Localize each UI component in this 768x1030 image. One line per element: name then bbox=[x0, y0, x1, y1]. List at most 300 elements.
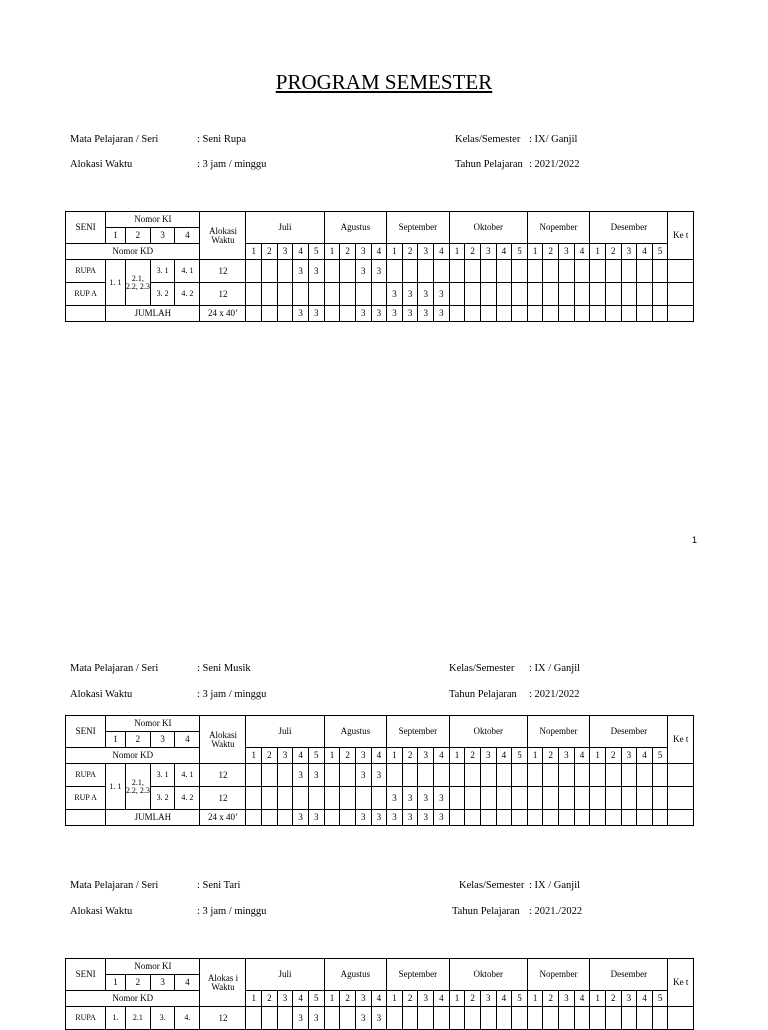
header-week: 3 bbox=[559, 748, 575, 764]
ki3-cell: 3. 1 bbox=[151, 260, 175, 283]
week-cell bbox=[340, 260, 356, 283]
ki1-cell: 1. 1 bbox=[106, 764, 126, 810]
header-month: Desember bbox=[590, 716, 668, 748]
header-month: Juli bbox=[246, 716, 324, 748]
header-week: 5 bbox=[652, 748, 668, 764]
week-cell bbox=[527, 764, 543, 787]
kelas-label: Kelas/Semester bbox=[459, 880, 525, 891]
header-week: 1 bbox=[527, 244, 543, 260]
header-week: 2 bbox=[605, 244, 621, 260]
header-week: 5 bbox=[652, 991, 668, 1007]
program-semester-table bbox=[65, 211, 694, 322]
header-month: Desember bbox=[590, 212, 668, 244]
header-row bbox=[66, 959, 694, 975]
header-week: 3 bbox=[277, 244, 293, 260]
seni-cell: RUP A bbox=[66, 283, 106, 306]
program-semester-table bbox=[65, 958, 694, 1030]
tahun-value: : 2021/2022 bbox=[529, 159, 580, 170]
week-cell bbox=[340, 306, 356, 322]
header-ki-number: 1 bbox=[106, 228, 126, 244]
week-cell: 3 bbox=[371, 810, 387, 826]
header-week: 1 bbox=[387, 748, 403, 764]
week-cell: 3 bbox=[434, 283, 450, 306]
week-cell: 3 bbox=[293, 810, 309, 826]
week-cell bbox=[637, 764, 653, 787]
week-cell bbox=[496, 306, 512, 322]
week-cell: 3 bbox=[418, 283, 434, 306]
header-week: 2 bbox=[262, 991, 278, 1007]
week-cell bbox=[652, 283, 668, 306]
header-week: 4 bbox=[496, 244, 512, 260]
week-cell bbox=[480, 1007, 496, 1030]
table-row bbox=[66, 787, 694, 810]
week-cell: 3 bbox=[371, 764, 387, 787]
week-cell bbox=[637, 306, 653, 322]
page-title: PROGRAM SEMESTER bbox=[275, 70, 493, 94]
week-cell bbox=[574, 306, 590, 322]
week-cell bbox=[262, 764, 278, 787]
header-week: 5 bbox=[308, 748, 324, 764]
header-week: 2 bbox=[402, 748, 418, 764]
week-cell bbox=[480, 787, 496, 810]
header-week: 2 bbox=[262, 748, 278, 764]
header-week: 2 bbox=[340, 748, 356, 764]
week-cell bbox=[449, 283, 465, 306]
header-week: 1 bbox=[246, 244, 262, 260]
header-row bbox=[66, 212, 694, 228]
week-cell: 3 bbox=[387, 810, 403, 826]
header-week: 1 bbox=[590, 991, 606, 1007]
week-cell bbox=[371, 283, 387, 306]
week-cell bbox=[574, 283, 590, 306]
week-cell bbox=[246, 306, 262, 322]
ket-cell bbox=[668, 1007, 694, 1030]
header-month: Oktober bbox=[449, 959, 527, 991]
header-week: 3 bbox=[418, 748, 434, 764]
header-week: 4 bbox=[293, 244, 309, 260]
week-cell: 3 bbox=[402, 306, 418, 322]
week-cell bbox=[559, 810, 575, 826]
header-seni: SENI bbox=[66, 716, 106, 748]
week-cell bbox=[355, 787, 371, 810]
table-row bbox=[66, 764, 694, 787]
week-cell bbox=[605, 306, 621, 322]
week-cell bbox=[559, 764, 575, 787]
header-week: 4 bbox=[434, 244, 450, 260]
week-cell bbox=[480, 810, 496, 826]
week-cell bbox=[543, 260, 559, 283]
header-week: 1 bbox=[387, 244, 403, 260]
header-week: 2 bbox=[465, 748, 481, 764]
week-cell: 3 bbox=[308, 764, 324, 787]
alokasi-cell: 12 bbox=[200, 764, 246, 787]
week-cell: 3 bbox=[293, 1007, 309, 1030]
header-week: 4 bbox=[496, 748, 512, 764]
total-alokasi-cell: 24 x 40’ bbox=[200, 306, 246, 322]
alokasi-label: Alokasi Waktu bbox=[70, 159, 133, 170]
header-week: 4 bbox=[434, 991, 450, 1007]
header-month: Agustus bbox=[324, 716, 387, 748]
header-week: 5 bbox=[512, 244, 528, 260]
week-cell bbox=[637, 283, 653, 306]
week-cell bbox=[465, 787, 481, 810]
week-cell: 3 bbox=[308, 810, 324, 826]
week-cell: 3 bbox=[434, 787, 450, 810]
week-cell bbox=[637, 787, 653, 810]
week-cell: 3 bbox=[308, 260, 324, 283]
week-cell bbox=[574, 787, 590, 810]
ki4-cell: 4. 1 bbox=[175, 764, 200, 787]
week-cell bbox=[324, 306, 340, 322]
week-cell bbox=[559, 787, 575, 810]
header-seni: SENI bbox=[66, 212, 106, 244]
header-week: 1 bbox=[324, 991, 340, 1007]
header-month: September bbox=[387, 716, 450, 748]
week-cell bbox=[527, 1007, 543, 1030]
header-ki-number: 2 bbox=[125, 975, 150, 991]
week-cell bbox=[277, 283, 293, 306]
week-cell bbox=[652, 260, 668, 283]
header-week: 4 bbox=[637, 748, 653, 764]
header-nomor-ki: Nomor KI bbox=[106, 716, 200, 732]
header-week: 2 bbox=[605, 748, 621, 764]
tahun-value: : 2021/2022 bbox=[529, 689, 580, 700]
week-cell: 3 bbox=[293, 306, 309, 322]
week-cell bbox=[590, 283, 606, 306]
header-week: 3 bbox=[621, 748, 637, 764]
header-row bbox=[66, 244, 694, 260]
kelas-value: : IX/ Ganjil bbox=[529, 134, 578, 145]
header-week: 1 bbox=[449, 991, 465, 1007]
header-week: 3 bbox=[480, 748, 496, 764]
header-nomor-kd: Nomor KD bbox=[66, 244, 200, 260]
alokasi-cell: 12 bbox=[200, 260, 246, 283]
header-week: 2 bbox=[543, 244, 559, 260]
week-cell: 3 bbox=[387, 283, 403, 306]
mapel-label: Mata Pelajaran / Seri bbox=[70, 880, 159, 891]
header-ki-number: 1 bbox=[106, 975, 126, 991]
week-cell bbox=[574, 1007, 590, 1030]
week-cell bbox=[527, 260, 543, 283]
week-cell bbox=[355, 283, 371, 306]
week-cell bbox=[496, 260, 512, 283]
header-ki-number: 4 bbox=[175, 732, 200, 748]
header-ki-number: 1 bbox=[106, 732, 126, 748]
week-cell bbox=[512, 764, 528, 787]
week-cell bbox=[605, 283, 621, 306]
week-cell bbox=[605, 787, 621, 810]
mapel-label: Mata Pelajaran / Seri bbox=[70, 663, 159, 674]
week-cell bbox=[387, 260, 403, 283]
week-cell bbox=[246, 260, 262, 283]
week-cell bbox=[308, 283, 324, 306]
week-cell bbox=[637, 260, 653, 283]
header-nomor-ki: Nomor KI bbox=[106, 959, 200, 975]
week-cell bbox=[324, 1007, 340, 1030]
header-ket: Ke t bbox=[668, 716, 694, 764]
header-week: 4 bbox=[371, 244, 387, 260]
header-week: 2 bbox=[402, 244, 418, 260]
tahun-value: : 2021./2022 bbox=[529, 906, 583, 917]
week-cell bbox=[246, 283, 262, 306]
ki2-cell: 2.1, 2.2, 2.3 bbox=[125, 764, 150, 810]
header-ki-number: 3 bbox=[151, 975, 175, 991]
header-week: 1 bbox=[590, 748, 606, 764]
week-cell bbox=[652, 306, 668, 322]
seni-cell: RUP A bbox=[66, 787, 106, 810]
header-week: 4 bbox=[293, 991, 309, 1007]
header-week: 4 bbox=[371, 748, 387, 764]
week-cell bbox=[465, 260, 481, 283]
header-week: 3 bbox=[621, 991, 637, 1007]
alokasi-value: : 3 jam / minggu bbox=[197, 159, 267, 170]
week-cell bbox=[293, 283, 309, 306]
ki2-cell: 2.1 bbox=[125, 1007, 150, 1030]
ki4-cell: 4. 1 bbox=[175, 260, 200, 283]
table-row bbox=[66, 260, 694, 283]
header-week: 3 bbox=[559, 244, 575, 260]
mapel-label: Mata Pelajaran / Seri bbox=[70, 134, 159, 145]
week-cell bbox=[277, 260, 293, 283]
week-cell bbox=[621, 306, 637, 322]
header-month: Desember bbox=[590, 959, 668, 991]
week-cell bbox=[293, 787, 309, 810]
week-cell: 3 bbox=[434, 810, 450, 826]
week-cell: 3 bbox=[402, 283, 418, 306]
week-cell bbox=[621, 810, 637, 826]
week-cell bbox=[590, 260, 606, 283]
week-cell bbox=[496, 810, 512, 826]
week-cell bbox=[590, 764, 606, 787]
week-cell bbox=[262, 283, 278, 306]
header-week: 5 bbox=[512, 991, 528, 1007]
week-cell bbox=[543, 283, 559, 306]
total-row bbox=[66, 810, 694, 826]
ki3-cell: 3. 2 bbox=[151, 787, 175, 810]
week-cell bbox=[621, 1007, 637, 1030]
seni-cell bbox=[66, 810, 106, 826]
week-cell bbox=[449, 810, 465, 826]
week-cell bbox=[418, 1007, 434, 1030]
alokasi-cell: 12 bbox=[200, 1007, 246, 1030]
week-cell bbox=[543, 810, 559, 826]
week-cell bbox=[402, 764, 418, 787]
ket-cell bbox=[668, 306, 694, 322]
week-cell: 3 bbox=[387, 787, 403, 810]
header-week: 1 bbox=[324, 244, 340, 260]
header-week: 1 bbox=[449, 748, 465, 764]
week-cell bbox=[496, 1007, 512, 1030]
week-cell bbox=[324, 810, 340, 826]
header-month: Nopember bbox=[527, 212, 590, 244]
header-month: Oktober bbox=[449, 212, 527, 244]
ket-cell bbox=[668, 764, 694, 787]
table-row bbox=[66, 283, 694, 306]
week-cell: 3 bbox=[308, 1007, 324, 1030]
week-cell bbox=[652, 810, 668, 826]
header-week: 2 bbox=[340, 991, 356, 1007]
header-week: 2 bbox=[543, 991, 559, 1007]
header-week: 2 bbox=[605, 991, 621, 1007]
ket-cell bbox=[668, 810, 694, 826]
week-cell bbox=[512, 1007, 528, 1030]
header-week: 5 bbox=[308, 244, 324, 260]
week-cell bbox=[449, 764, 465, 787]
week-cell bbox=[527, 306, 543, 322]
week-cell bbox=[340, 810, 356, 826]
header-month: Nopember bbox=[527, 716, 590, 748]
header-ki-number: 3 bbox=[151, 228, 175, 244]
week-cell bbox=[246, 787, 262, 810]
header-week: 3 bbox=[277, 991, 293, 1007]
week-cell: 3 bbox=[308, 306, 324, 322]
kelas-label: Kelas/Semester bbox=[449, 663, 515, 674]
header-week: 3 bbox=[480, 244, 496, 260]
week-cell bbox=[262, 1007, 278, 1030]
header-week: 1 bbox=[590, 244, 606, 260]
header-ki-number: 2 bbox=[125, 228, 150, 244]
week-cell bbox=[449, 260, 465, 283]
week-cell bbox=[277, 810, 293, 826]
week-cell bbox=[590, 306, 606, 322]
alokasi-cell: 12 bbox=[200, 283, 246, 306]
week-cell bbox=[402, 1007, 418, 1030]
week-cell bbox=[496, 283, 512, 306]
week-cell bbox=[434, 764, 450, 787]
ki3-cell: 3. bbox=[151, 1007, 175, 1030]
week-cell bbox=[527, 787, 543, 810]
week-cell bbox=[480, 306, 496, 322]
week-cell bbox=[512, 260, 528, 283]
header-week: 4 bbox=[371, 991, 387, 1007]
week-cell bbox=[652, 787, 668, 810]
page-number: 1 bbox=[692, 535, 698, 545]
week-cell bbox=[340, 1007, 356, 1030]
week-cell bbox=[465, 810, 481, 826]
header-week: 1 bbox=[527, 991, 543, 1007]
header-ki-number: 2 bbox=[125, 732, 150, 748]
week-cell bbox=[434, 1007, 450, 1030]
week-cell bbox=[637, 810, 653, 826]
week-cell bbox=[543, 787, 559, 810]
header-week: 5 bbox=[308, 991, 324, 1007]
ket-cell bbox=[668, 787, 694, 810]
header-week: 5 bbox=[652, 244, 668, 260]
jumlah-label: JUMLAH bbox=[106, 306, 200, 322]
tahun-label: Tahun Pelajaran bbox=[455, 159, 523, 170]
week-cell bbox=[402, 260, 418, 283]
week-cell: 3 bbox=[355, 306, 371, 322]
alokasi-value: : 3 jam / minggu bbox=[197, 906, 267, 917]
week-cell bbox=[480, 260, 496, 283]
header-ket: Ke t bbox=[668, 959, 694, 1007]
week-cell bbox=[308, 787, 324, 810]
week-cell: 3 bbox=[293, 260, 309, 283]
table-row bbox=[66, 1007, 694, 1030]
header-week: 3 bbox=[559, 991, 575, 1007]
week-cell bbox=[324, 764, 340, 787]
alokasi-label: Alokasi Waktu bbox=[70, 689, 133, 700]
week-cell bbox=[543, 306, 559, 322]
ki1-cell: 1. 1 bbox=[106, 260, 126, 306]
week-cell bbox=[496, 764, 512, 787]
header-week: 4 bbox=[637, 244, 653, 260]
header-week: 5 bbox=[512, 748, 528, 764]
ki1-cell: 1. bbox=[106, 1007, 126, 1030]
week-cell bbox=[574, 810, 590, 826]
week-cell bbox=[480, 283, 496, 306]
week-cell bbox=[590, 810, 606, 826]
week-cell: 3 bbox=[418, 810, 434, 826]
week-cell bbox=[277, 306, 293, 322]
week-cell bbox=[262, 787, 278, 810]
header-week: 1 bbox=[324, 748, 340, 764]
mapel-value: : Seni Musik bbox=[197, 663, 251, 674]
week-cell bbox=[621, 787, 637, 810]
header-week: 2 bbox=[465, 244, 481, 260]
header-ket: Ke t bbox=[668, 212, 694, 260]
week-cell bbox=[605, 810, 621, 826]
week-cell bbox=[434, 260, 450, 283]
week-cell bbox=[418, 260, 434, 283]
header-month: Juli bbox=[246, 959, 324, 991]
header-month: Nopember bbox=[527, 959, 590, 991]
header-month: Agustus bbox=[324, 212, 387, 244]
header-week: 2 bbox=[262, 244, 278, 260]
tahun-label: Tahun Pelajaran bbox=[452, 906, 520, 917]
week-cell: 3 bbox=[355, 764, 371, 787]
header-nomor-kd: Nomor KD bbox=[66, 991, 200, 1007]
week-cell bbox=[559, 306, 575, 322]
week-cell bbox=[340, 764, 356, 787]
week-cell bbox=[590, 787, 606, 810]
alokasi-cell: 12 bbox=[200, 787, 246, 810]
header-week: 2 bbox=[340, 244, 356, 260]
week-cell: 3 bbox=[355, 810, 371, 826]
week-cell bbox=[262, 810, 278, 826]
jumlah-label: JUMLAH bbox=[106, 810, 200, 826]
week-cell bbox=[480, 764, 496, 787]
total-row bbox=[66, 306, 694, 322]
week-cell bbox=[449, 306, 465, 322]
week-cell bbox=[512, 306, 528, 322]
week-cell: 3 bbox=[402, 810, 418, 826]
seni-cell bbox=[66, 306, 106, 322]
week-cell: 3 bbox=[434, 306, 450, 322]
week-cell bbox=[605, 1007, 621, 1030]
header-row bbox=[66, 748, 694, 764]
header-week: 4 bbox=[496, 991, 512, 1007]
week-cell bbox=[465, 306, 481, 322]
header-month: Juli bbox=[246, 212, 324, 244]
week-cell: 3 bbox=[402, 787, 418, 810]
header-ki-number: 4 bbox=[175, 975, 200, 991]
week-cell bbox=[324, 260, 340, 283]
week-cell bbox=[543, 1007, 559, 1030]
header-week: 3 bbox=[355, 991, 371, 1007]
week-cell bbox=[574, 764, 590, 787]
header-week: 4 bbox=[574, 748, 590, 764]
week-cell bbox=[543, 764, 559, 787]
week-cell bbox=[512, 787, 528, 810]
alokasi-value: : 3 jam / minggu bbox=[197, 689, 267, 700]
week-cell bbox=[512, 810, 528, 826]
seni-cell: RUPA bbox=[66, 764, 106, 787]
header-month: Agustus bbox=[324, 959, 387, 991]
ki4-cell: 4. 2 bbox=[175, 283, 200, 306]
week-cell bbox=[262, 306, 278, 322]
header-week: 3 bbox=[418, 991, 434, 1007]
